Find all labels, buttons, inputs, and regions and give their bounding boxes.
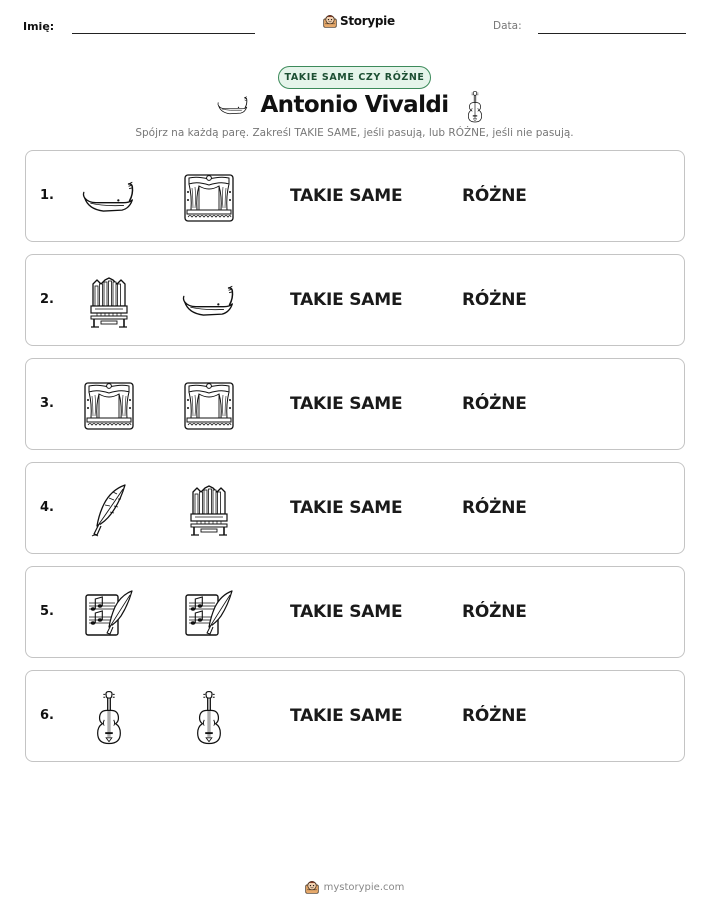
sheet-music-quill-icon	[81, 588, 137, 640]
violin-icon	[81, 692, 137, 744]
footer-url[interactable]: mystorypie.com	[323, 881, 405, 893]
question-row-3	[25, 358, 685, 450]
quill-icon	[81, 484, 137, 536]
logo-text: Storypie	[340, 14, 395, 28]
worksheet-type-badge: TAKIE SAME CZY RÓŻNE	[278, 66, 431, 89]
same-option[interactable]: TAKIE SAME	[290, 602, 403, 622]
question-number: 2.	[40, 292, 54, 307]
same-option[interactable]: TAKIE SAME	[290, 290, 403, 310]
different-option[interactable]: RÓŻNE	[462, 602, 527, 622]
different-option[interactable]: RÓŻNE	[462, 186, 527, 206]
name-field-line[interactable]	[72, 33, 255, 34]
storypie-mascot-icon	[305, 879, 319, 895]
same-option[interactable]: TAKIE SAME	[290, 394, 403, 414]
question-row-5	[25, 566, 685, 658]
question-number: 5.	[40, 604, 54, 619]
storypie-mascot-icon	[323, 13, 337, 29]
theater-icon	[181, 172, 237, 224]
question-number: 3.	[40, 396, 54, 411]
sheet-music-quill-icon	[181, 588, 237, 640]
same-option[interactable]: TAKIE SAME	[290, 498, 403, 518]
question-number: 4.	[40, 500, 54, 515]
gondola-icon	[181, 276, 237, 328]
name-label: Imię:	[23, 20, 55, 33]
theater-icon	[181, 380, 237, 432]
storypie-logo	[323, 13, 395, 29]
different-option[interactable]: RÓŻNE	[462, 394, 527, 414]
page-title: Antonio Vivaldi	[260, 92, 449, 118]
theater-icon	[81, 380, 137, 432]
gondola-icon	[81, 172, 137, 224]
instructions: Spójrz na każdą parę. Zakreśl TAKIE SAME, jeśli pasują, lub RÓŻNE, jeśli nie pasują.	[135, 127, 574, 139]
different-option[interactable]: RÓŻNE	[462, 498, 527, 518]
question-row-6	[25, 670, 685, 762]
violin-icon	[465, 90, 485, 124]
violin-icon	[181, 692, 237, 744]
question-number: 6.	[40, 708, 54, 723]
date-field-line[interactable]	[538, 33, 686, 34]
date-label: Data:	[493, 20, 522, 32]
footer	[0, 879, 709, 895]
question-number: 1.	[40, 188, 54, 203]
different-option[interactable]: RÓŻNE	[462, 706, 527, 726]
question-row-1	[25, 150, 685, 242]
pipe-organ-icon	[81, 276, 137, 328]
question-row-4	[25, 462, 685, 554]
pipe-organ-icon	[181, 484, 237, 536]
same-option[interactable]: TAKIE SAME	[290, 706, 403, 726]
question-row-2	[25, 254, 685, 346]
same-option[interactable]: TAKIE SAME	[290, 186, 403, 206]
different-option[interactable]: RÓŻNE	[462, 290, 527, 310]
